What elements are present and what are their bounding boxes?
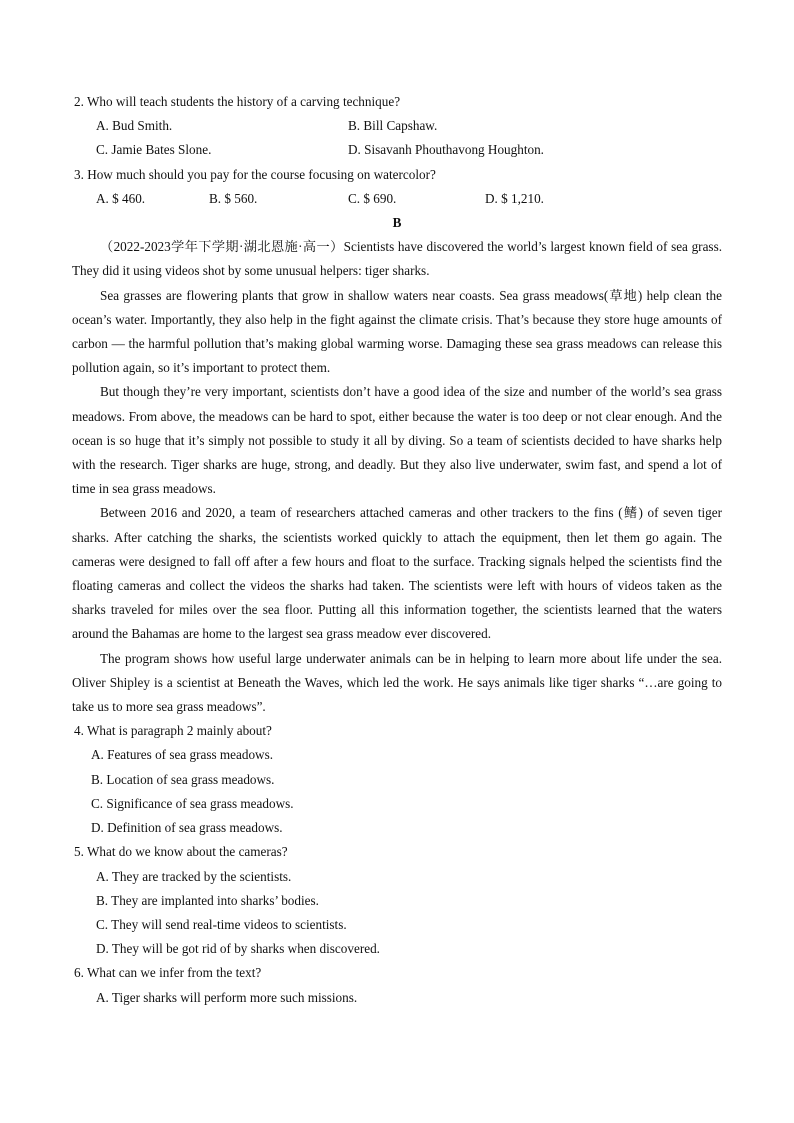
section-label: B — [392, 215, 402, 231]
question-2: 2. Who will teach students the history of a carving technique? — [74, 94, 401, 109]
question-2-option-a: A. Bud Smith. — [96, 118, 173, 134]
question-3-option-c: C. $ 690. — [348, 190, 397, 206]
question-5-option-c: C. They will send real-time videos to scientists. — [96, 916, 347, 932]
question-4-option-a: A. Features of sea grass meadows. — [91, 747, 274, 763]
document-page — [72, 90, 722, 1010]
passage-paragraph-5: The program shows how useful large underwater animals can be in helping to learn more about life under the sea. Oliver Shipley is a scientist at Beneath the Waves, which led the work. He says animals like tiger sharks “…are going to take us to more sea grass meadows”. — [72, 650, 722, 715]
question-4-option-c: C. Significance of sea grass meadows. — [91, 795, 294, 811]
question-2-option-b: B. Bill Capshaw. — [348, 118, 438, 134]
question-4-option-d: D. Definition of sea grass meadows. — [91, 820, 283, 836]
question-2-option-c: C. Jamie Bates Slone. — [96, 142, 212, 158]
question-5-option-a: A. They are tracked by the scientists. — [96, 868, 292, 884]
question-3-option-b: B. $ 560. — [209, 190, 258, 206]
question-3: 3. How much should you pay for the course focusing on watercolor? — [74, 166, 436, 182]
question-3-option-d: D. $ 1,210. — [485, 190, 544, 206]
question-5: 5. What do we know about the cameras? — [74, 844, 288, 860]
passage-paragraph-2: Sea grasses are flowering plants that grow in shallow waters near coasts. Sea grass meadows(草地) help clean the ocean’s water. Importantly, they also help in the fight against the climate crisis. That’s because they store huge amounts of carbon — the harmful pollution that’s making global warming worse. Damaging these sea grass meadows can release this pollution again, so it’s important to protect them. — [72, 287, 722, 376]
question-2-option-d: D. Sisavanh Phouthavong Houghton. — [348, 142, 544, 158]
question-2-options-row-2 — [72, 138, 722, 162]
question-5-option-b: B. They are implanted into sharks’ bodies. — [96, 892, 319, 908]
passage-paragraph-4: Between 2016 and 2020, a team of researchers attached cameras and other trackers to the fins (鳍) of seven tiger sharks. After catching the sharks, the scientists worked quickly to attach the equipment, then let them go again. The cameras were designed to fall off after a few hours and float to the surface. Tracking signals helped the scientists find the floating cameras and collect the videos the sharks had taken. The scientists were left with hours of videos taken as the sharks traveled for miles over the sea floor. Putting all this information together, the scientists learned that the waters around the Bahamas are home to the largest sea grass meadow ever discovered. — [72, 505, 722, 642]
question-3-option-a: A. $ 460. — [96, 190, 146, 206]
question-4-option-b: B. Location of sea grass meadows. — [91, 771, 275, 787]
question-3-options-row — [72, 187, 722, 211]
passage-paragraph-3: But though they’re very important, scientists don’t have a good idea of the size and number of the world’s sea grass meadows. From above, the meadows can be hard to spot, either because the water is too deep or not clear enough. And the ocean is so huge that it’s simply not possible to study it all by diving. So a team of scientists decided to have sharks help with the research. Tiger sharks are huge, strong, and deadly. But they also live underwater, swim fast, and spend a lot of time in sea grass meadows. — [72, 384, 722, 497]
question-6: 6. What can we infer from the text? — [74, 965, 262, 981]
question-4: 4. What is paragraph 2 mainly about? — [74, 723, 272, 739]
question-5-option-d: D. They will be got rid of by sharks when discovered. — [96, 941, 380, 957]
question-2-options-row-1 — [72, 114, 722, 138]
question-6-option-a: A. Tiger sharks will perform more such missions. — [96, 989, 358, 1005]
passage-paragraph-1: （2022-2023学年下学期·湖北恩施·高一）Scientists have discovered the world’s largest known field of sea grass. They did it using videos shot by some unusual helpers: tiger sharks. — [72, 239, 722, 279]
